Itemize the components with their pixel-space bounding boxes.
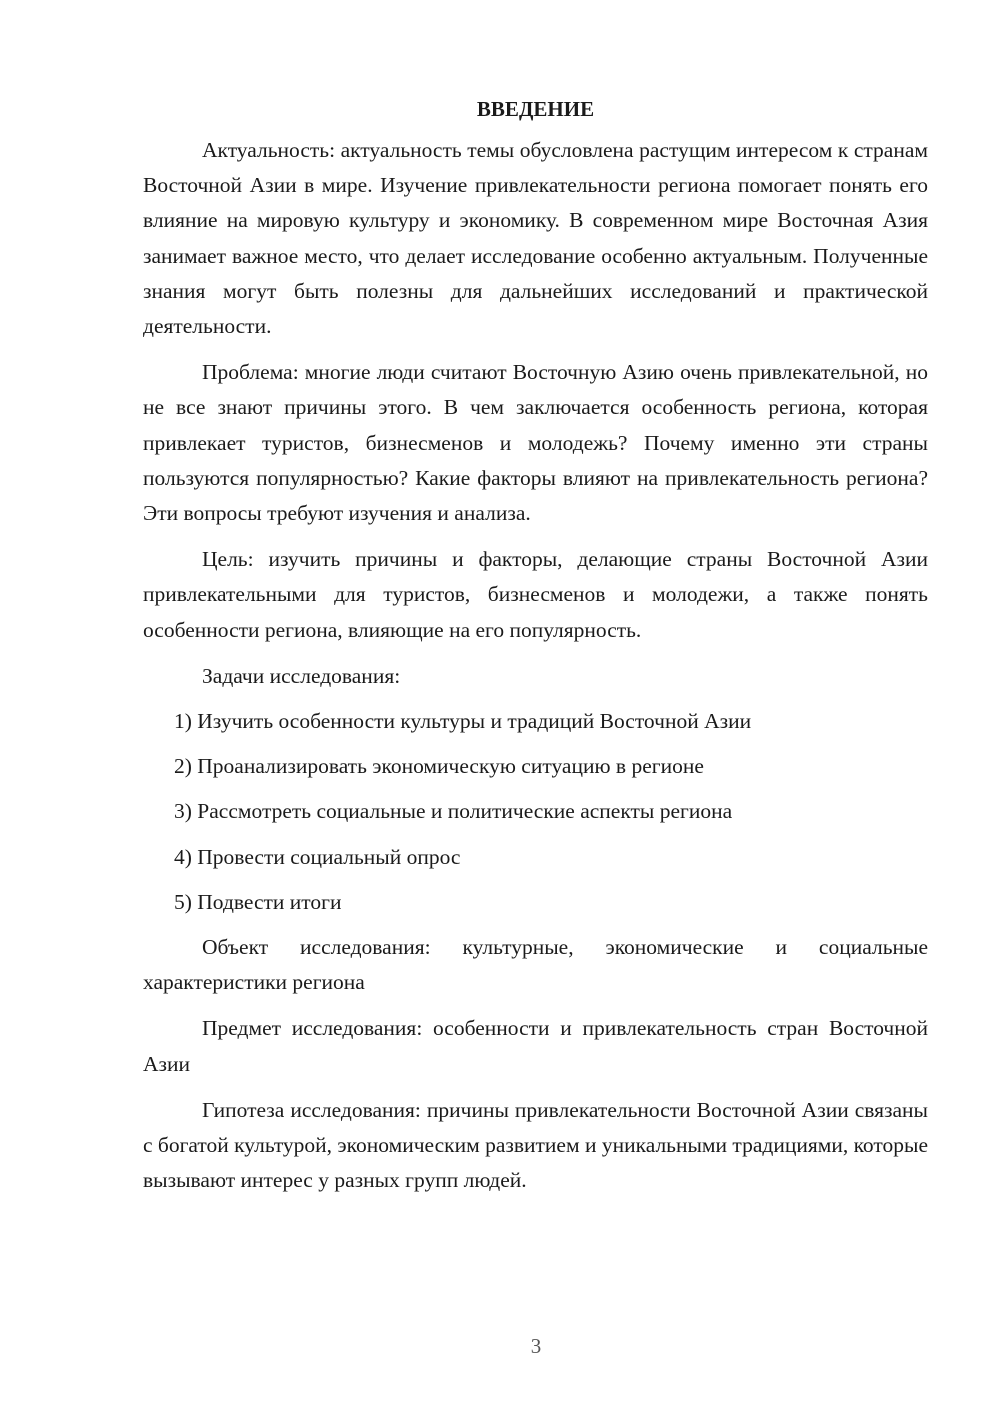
page-content — [143, 92, 928, 1209]
page-number: 3 — [530, 1334, 542, 1358]
problem-paragraph: Проблема: многие люди считают Восточную Азию очень привлекательной, но не все знают причины этого. В чем заключается особенность региона, которая привлекает туристов, бизнесменов и молодежь? Почему именно эти страны пользуются популярностью? Какие факторы влияют на привлекательность региона? Эти вопросы требуют изучения и анализа. — [143, 360, 928, 526]
subject-paragraph: Предмет исследования: особенности и привлекательность стран Восточной Азии — [143, 1016, 928, 1076]
object-paragraph: Объект исследования: культурные, экономические и социальные характеристики региона — [143, 935, 928, 995]
task-item: 2) Проанализировать экономическую ситуацию в регионе — [174, 754, 704, 779]
task-item: 5) Подвести итоги — [174, 889, 342, 914]
goal-paragraph: Цель: изучить причины и факторы, делающие страны Восточной Азии привлекательными для туристов, бизнесменов и молодежи, а также понять особенности региона, влияющие на его популярность. — [143, 547, 928, 642]
task-item: 3) Рассмотреть социальные и политические аспекты региона — [174, 799, 733, 824]
relevance-paragraph: Актуальность: актуальность темы обусловлена растущим интересом к странам Восточной Азии в мире. Изучение привлекательности региона помогает понять его влияние на мировую культуру и экономику. В современном мире Восточная Азия занимает важное место, что делает исследование особенно актуальным. Полученные знания могут быть полезны для дальнейших исследований и практической деятельности. — [143, 138, 928, 339]
section-heading: ВВЕДЕНИЕ — [476, 97, 595, 121]
task-item: 1) Изучить особенности культуры и традиций Восточной Азии — [174, 709, 752, 734]
hypothesis-paragraph: Гипотеза исследования: причины привлекательности Восточной Азии связаны с богатой культурой, экономическим развитием и уникальными традициями, которые вызывают интерес у разных групп людей. — [143, 1097, 929, 1193]
task-item: 4) Провести социальный опрос — [174, 844, 461, 869]
tasks-intro: Задачи исследования: — [202, 663, 401, 688]
